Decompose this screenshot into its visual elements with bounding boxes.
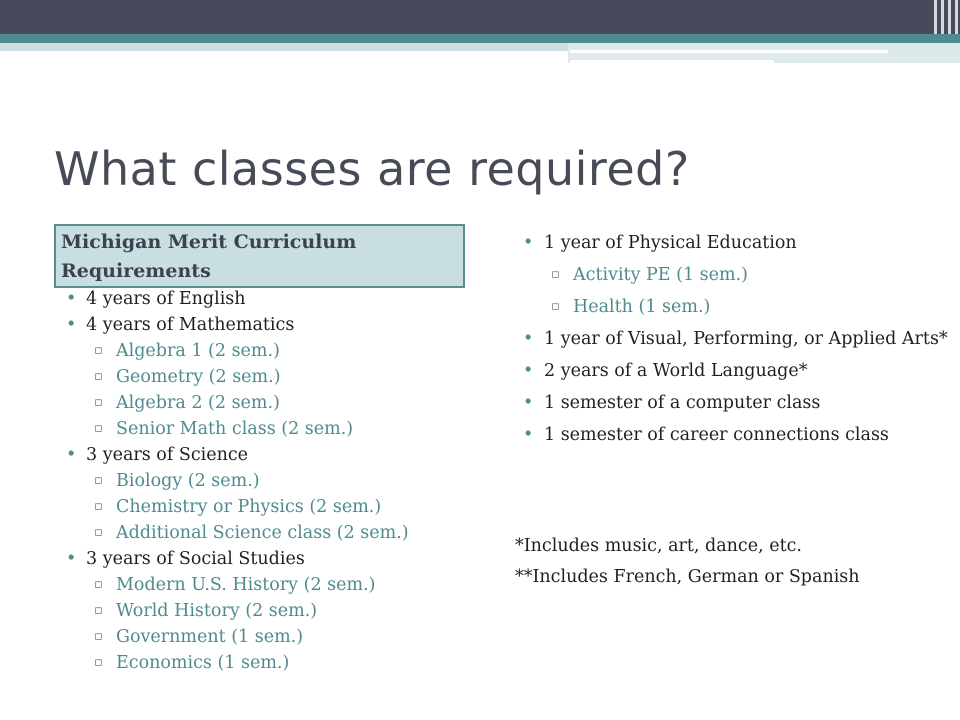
sub-list-item: ▫ Geometry (2 sem.) [58, 364, 409, 390]
right-requirements-list [515, 230, 948, 454]
sub-list-item: ▫ Algebra 1 (2 sem.) [58, 338, 409, 364]
list-item: • 1 semester of a computer class [515, 390, 948, 416]
left-requirements-list [58, 286, 409, 676]
list-item: • 4 years of English [58, 286, 409, 312]
list-item: • 1 semester of career connections class [515, 422, 948, 448]
subtitle-box [54, 224, 465, 288]
footnote-arts: *Includes music, art, dance, etc. [515, 536, 802, 556]
header-stripe [941, 0, 944, 34]
slide-title: What classes are required? [54, 142, 690, 196]
header-stripe [934, 0, 937, 34]
sub-list-item: ▫ Additional Science class (2 sem.) [58, 520, 409, 546]
subtitle-line: Michigan Merit Curriculum [61, 231, 357, 253]
header-bar [0, 0, 960, 34]
footnote-language: **Includes French, German or Spanish [515, 567, 860, 587]
list-item: • 2 years of a World Language* [515, 358, 948, 384]
header-stripe [948, 0, 951, 34]
header-stripe [955, 0, 958, 34]
header-light-bar [0, 43, 568, 51]
sub-list-item: ▫ Economics (1 sem.) [58, 650, 409, 676]
sub-list-item: ▫ Health (1 sem.) [515, 294, 948, 320]
list-item: • 1 year of Visual, Performing, or Applied Arts* [515, 326, 948, 352]
list-item: • 1 year of Physical Education [515, 230, 948, 256]
header-line [570, 50, 888, 53]
sub-list-item: ▫ Senior Math class (2 sem.) [58, 416, 409, 442]
sub-list-item: ▫ Chemistry or Physics (2 sem.) [58, 494, 409, 520]
sub-list-item: ▫ Activity PE (1 sem.) [515, 262, 948, 288]
sub-list-item: ▫ Algebra 2 (2 sem.) [58, 390, 409, 416]
sub-list-item: ▫ Biology (2 sem.) [58, 468, 409, 494]
sub-list-item: ▫ World History (2 sem.) [58, 598, 409, 624]
sub-list-item: ▫ Government (1 sem.) [58, 624, 409, 650]
list-item: • 3 years of Science [58, 442, 409, 468]
list-item: • 4 years of Mathematics [58, 312, 409, 338]
header-accent-bar [0, 34, 960, 43]
subtitle-line: Requirements [61, 260, 211, 282]
list-item: • 3 years of Social Studies [58, 546, 409, 572]
header-line [570, 60, 774, 63]
sub-list-item: ▫ Modern U.S. History (2 sem.) [58, 572, 409, 598]
